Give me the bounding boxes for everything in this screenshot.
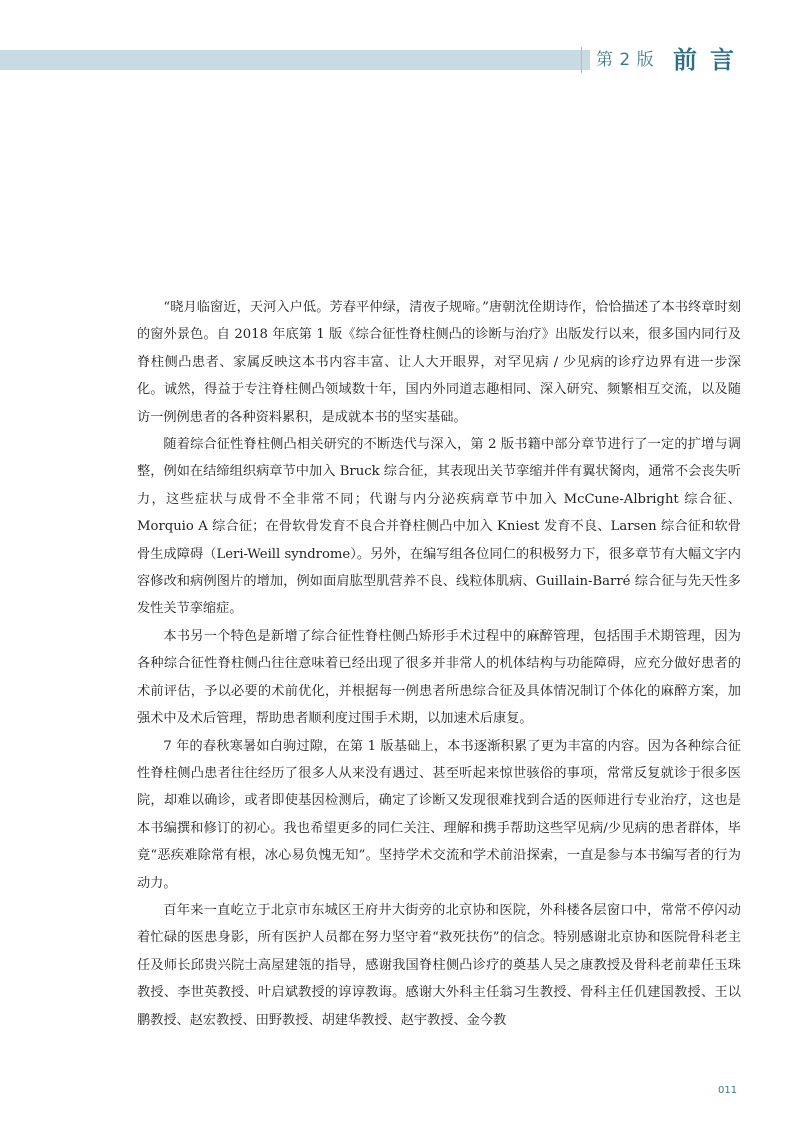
header-divider — [581, 47, 582, 73]
header-band — [0, 50, 590, 70]
page-number: 011 — [718, 1085, 738, 1096]
paragraph-2: 随着综合征性脊柱侧凸相关研究的不断迭代与深入，第 2 版书籍中部分章节进行了一定的扩增与调整，例如在结缔组织病章节中加入 Bruck 综合征，其表现出关节挛缩并伴有翼状胬肉，通常不会丧失听力，这些症状与成骨不全非常不同；代谢与内分泌疾病章节中加入 McCune-Albright 综合征、Morquio A 综合征；在骨软骨发育不良合并脊柱侧凸中加入 Kniest 发育不良、Larsen 综合征和软骨骨生成障碍（Leri-Weill syndrome）。另外，在编写组各位同仁的积极努力下，很多章节有大幅文字内容修改和病例图片的增加，例如面肩肱型肌营养不良、线粒体肌病、Guillain-Barré 综合征与先天性多发性关节挛缩症。 — [137, 437, 741, 617]
paragraph-1: “晓月临窗近，天河入户低。芳春平仲绿，清夜子规啼。”唐朝沈佺期诗作，恰恰描述了本书终章时刻的窗外景色。自 2018 年底第 1 版《综合征性脊柱侧凸的诊断与治疗》出版发行以来，很多国内同行及脊柱侧凸患者、家属反映这本书内容丰富、让人大开眼界，对罕见病 / 少见病的诊疗边界有进一步深化。诚然，得益于专注脊柱侧凸领域数十年，国内外同道志趣相同、深入研究、频繁相互交流，以及随访一例例患者的各种资料累积，是成就本书的坚实基础。 — [137, 300, 741, 425]
paragraph-4: 7 年的春秋寒暑如白驹过隙，在第 1 版基础上，本书逐渐积累了更为丰富的内容。因为各种综合征性脊柱侧凸患者往往经历了很多人从来没有遇过、甚至听起来惊世骇俗的事项，常常反复就诊于很多医院，却难以确诊，或者即使基因检测后，确定了诊断又发现很难找到合适的医师进行专业治疗，这也是本书编撰和修订的初心。我也希望更多的同仁关注、理解和携手帮助这些罕见病/少见病的患者群体，毕竟“恶疾难除常有根，冰心易负愧无知”。坚持学术交流和学术前沿探索，一直是参与本书编写者的行为动力。 — [137, 738, 741, 891]
edition-label: 第 2 版 — [596, 50, 655, 70]
paragraph-3: 本书另一个特色是新增了综合征性脊柱侧凸矫形手术过程中的麻醉管理，包括围手术期管理，因为各种综合征性脊柱侧凸往往意味着已经出现了很多并非常人的机体结构与功能障碍，应充分做好患者的术前评估，予以必要的术前优化，并根据每一例患者所患综合征及具体情况制订个体化的麻醉方案，加强术中及术后管理，帮助患者顺利度过围手术期，以加速术后康复。 — [137, 628, 741, 727]
preface-body — [137, 294, 741, 1034]
section-title: 前言 — [673, 46, 747, 74]
paragraph-5: 百年来一直屹立于北京市东城区王府井大街旁的北京协和医院，外科楼各层窗口中，常常不停闪动着忙碌的医患身影，所有医护人员都在努力坚守着“救死扶伤”的信念。特别感谢北京协和医院骨科老主任及师长邱贵兴院士高屋建瓴的指导，感谢我国脊柱侧凸诊疗的奠基人吴之康教授及骨科老前辈任玉珠教授、李世英教授、叶启斌教授的谆谆教诲。感谢大外科主任翁习生教授、骨科主任仉建国教授、王以鹏教授、赵宏教授、田野教授、胡建华教授、赵宇教授、金今教 — [137, 902, 741, 1028]
